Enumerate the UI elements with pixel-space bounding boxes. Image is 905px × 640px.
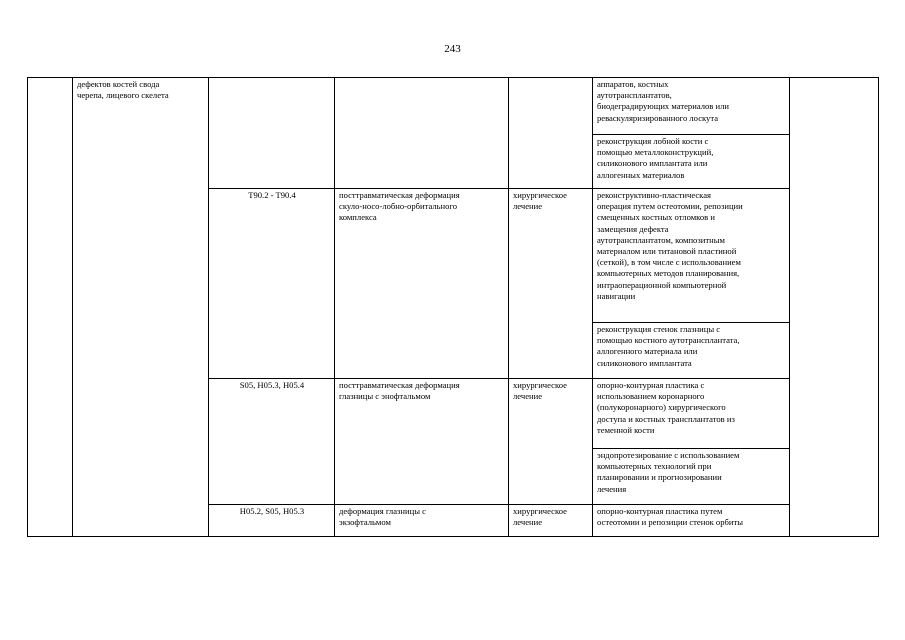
codes-text: T90.2 - T90.4 (248, 190, 296, 200)
page-number: 243 (444, 43, 461, 55)
last-column-cell (790, 78, 879, 537)
table-row (28, 78, 879, 135)
method-text: реконструкция лобной кости с помощью металлоконструкций, силиконового имплантата или аллогенных материалов (597, 136, 714, 180)
treatment-type-text: хирургическое лечение (513, 190, 567, 212)
method-cell (593, 323, 790, 379)
codes-text: H05.2, S05, H05.3 (239, 506, 305, 516)
model-text: посттравматическая деформация скуло-носо-лобно-орбитального комплекса (339, 190, 460, 223)
method-cell (593, 505, 790, 537)
disease-name: дефектов костей свода черепа, лицевого скелета (77, 79, 169, 101)
codes-cell (209, 379, 335, 505)
codes-cell (209, 505, 335, 537)
method-text: эндопротезирование с использованием компьютерных технологий при планировании и прогнозировании лечения (597, 450, 740, 494)
treatment-type-text: хирургическое лечение (513, 380, 567, 402)
method-text: аппаратов, костных аутотрансплантатов, биодеградирующих материалов или реваскуляризированного лоскута (597, 79, 729, 123)
method-cell (593, 379, 790, 449)
method-text: опорно-контурная пластика путем остеотомии и репозиции стенок орбиты (597, 506, 744, 528)
row-number-cell (28, 78, 73, 537)
model-cell (335, 505, 509, 537)
model-cell (335, 189, 509, 379)
model-cell (335, 379, 509, 505)
method-text: реконструкция стенок глазницы с помощью костного аутотрансплантата, аллогенного материала или силиконового имплантата (597, 324, 740, 368)
codes-cell (209, 78, 335, 189)
method-cell (593, 189, 790, 323)
method-cell (593, 78, 790, 135)
model-cell (335, 78, 509, 189)
model-text: посттравматическая деформация глазницы с энофтальмом (339, 380, 460, 402)
disease-name-cell (73, 78, 209, 537)
medical-care-table (27, 77, 879, 537)
treatment-type-text: хирургическое лечение (513, 506, 567, 528)
method-cell (593, 449, 790, 505)
method-cell (593, 135, 790, 189)
codes-text: S05, H05.3, H05.4 (239, 380, 305, 390)
treatment-type-cell (509, 379, 593, 505)
model-text: деформация глазницы с экзофтальмом (339, 506, 426, 528)
method-text: реконструктивно-пластическая операция путем остеотомии, репозиции смещенных костных отломков и замещения дефекта аутотрансплантатом, композитным материалом или титановой пластиной (сеткой), в том числе с использованием компьютерных методов планирования, интраоперационной компьютерной навигации (597, 190, 743, 301)
codes-cell (209, 189, 335, 379)
treatment-type-cell (509, 189, 593, 379)
method-text: опорно-контурная пластика с использованием коронарного (полукоронарного) хирургического доступа и костных трансплантатов из теменной кости (597, 380, 735, 435)
treatment-type-cell (509, 78, 593, 189)
treatment-type-cell (509, 505, 593, 537)
